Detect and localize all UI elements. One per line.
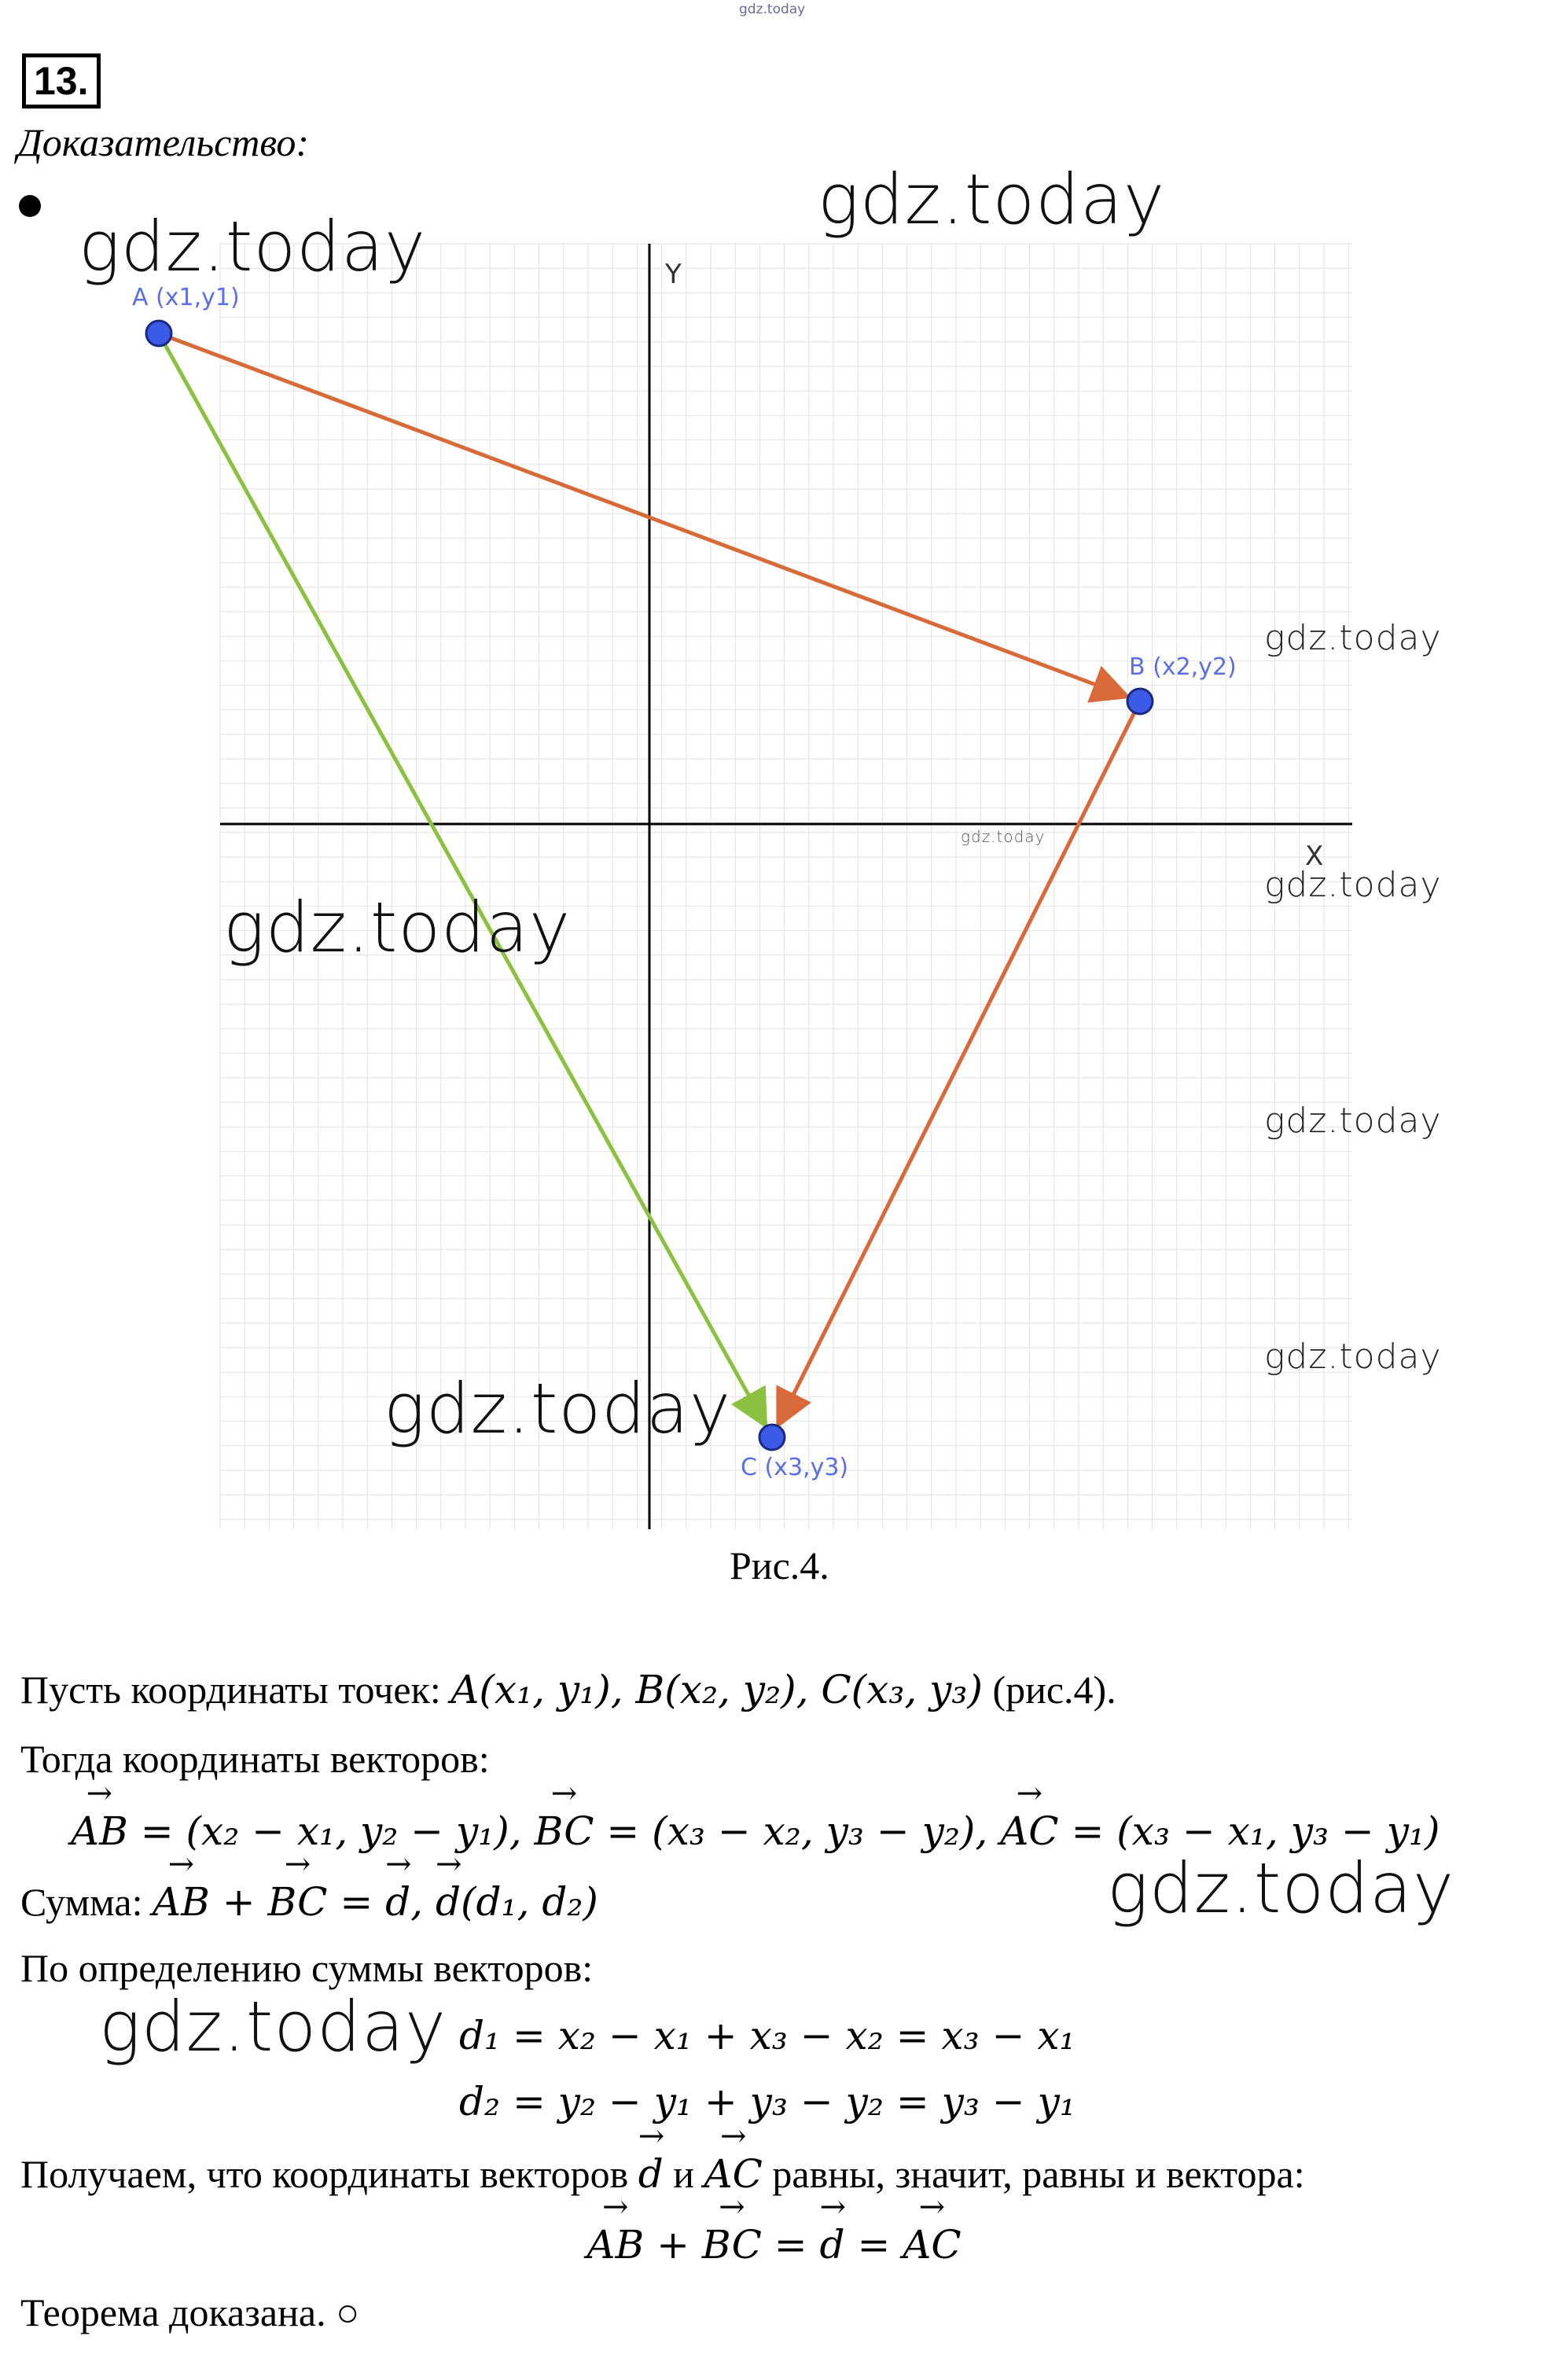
top-watermark: gdz.today [739,2,806,17]
points [132,284,1237,1481]
point-c [759,1425,785,1450]
x-axis-label: X [1305,841,1324,872]
theorem-proved: Теорема доказана. ○ [20,2290,360,2334]
vector-bc: → BC [702,2222,762,2268]
vector-ac: → AC [1000,1808,1058,1854]
point-b [1127,689,1153,714]
vector-ab: → AB [586,2222,644,2268]
math-points: A(x₁, y₁), B(x₂, y₂), C(x₃, y₃) [450,1667,983,1712]
text: и [663,2152,704,2196]
text-line-vectors-intro: Тогда координаты векторов: [20,1737,490,1781]
vector-ab-value: = (x₂ − x₁, y₂ − y₁), [127,1808,535,1854]
vector-ab: → AB [153,1879,210,1925]
text: Получаем, что координаты векторов [20,2152,638,2196]
vector-d: → d [820,2222,845,2268]
watermark: gdz.today [1264,618,1442,658]
equation-d2: d₂ = y₂ − y₁ + y₃ − y₂ = y₃ − y₁ [459,2079,1076,2124]
vector-ac: → AC [903,2222,961,2268]
vector-d: → d [638,2151,664,2197]
watermark: gdz.today [818,159,1166,240]
final-equation [0,2222,1548,2268]
conclusion-line [20,2151,1305,2197]
equation-d1: d₁ = x₂ − x₁ + x₃ − x₂ = x₃ − x₁ [459,2013,1076,2058]
sum-label: Сумма: [20,1880,153,1924]
text: равны, значит, равны и вектора: [762,2152,1305,2196]
watermark: gdz.today [99,1986,447,2067]
point-label-b: B (x2,y2) [1129,653,1237,681]
vector-ab-arrow [159,333,1123,695]
problem-number: 13. [22,53,101,109]
y-axis-label: Y [665,259,682,290]
watermark: gdz.today [1264,1337,1442,1377]
vector-ac-arrow [159,333,763,1422]
watermark: gdz.today [1264,1101,1442,1141]
watermark: gdz.today [223,887,572,968]
equals: = [761,2222,820,2268]
vector-ab: → AB [71,1808,128,1854]
bullet [19,195,41,217]
point-a [146,321,171,346]
definition-line: По определению суммы векторов: [20,1946,594,1990]
text: Пусть координаты точек: [20,1668,451,1712]
vector-bc: → BC [268,1879,328,1925]
vector-bc-value: = (x₃ − x₂, y₃ − y₂), [594,1808,1001,1854]
point-label-c: C (x3,y3) [741,1454,849,1481]
watermark: gdz.today [1107,1848,1455,1929]
sum-line [20,1879,598,1925]
text: (рис.4). [982,1668,1116,1712]
watermark: gdz.today [384,1368,732,1449]
plus: + [209,1879,268,1925]
vector-bc: → BC [535,1808,594,1854]
point-label-a: A (x1,y1) [132,284,240,311]
figure-caption: Рис.4. [730,1543,829,1587]
d-coords: (d₁, d₂) [460,1879,598,1925]
vector-bc-arrow [780,701,1140,1422]
vector-d: → d [385,1879,410,1925]
vector-d: → d [436,1879,461,1925]
comma: , [410,1879,436,1925]
watermark: gdz.today [79,206,427,287]
vector-ac-value: = (x₃ − x₁, y₃ − y₁) [1058,1808,1440,1854]
equals: = [327,1879,386,1925]
watermark: gdz.today [961,827,1046,846]
equals: = [844,2222,903,2268]
vector-ac: → AC [704,2151,763,2197]
watermark: gdz.today [1264,865,1442,905]
text-line-points [20,1667,1116,1712]
plus: + [644,2222,702,2268]
proof-label: Доказательство: [17,120,310,164]
